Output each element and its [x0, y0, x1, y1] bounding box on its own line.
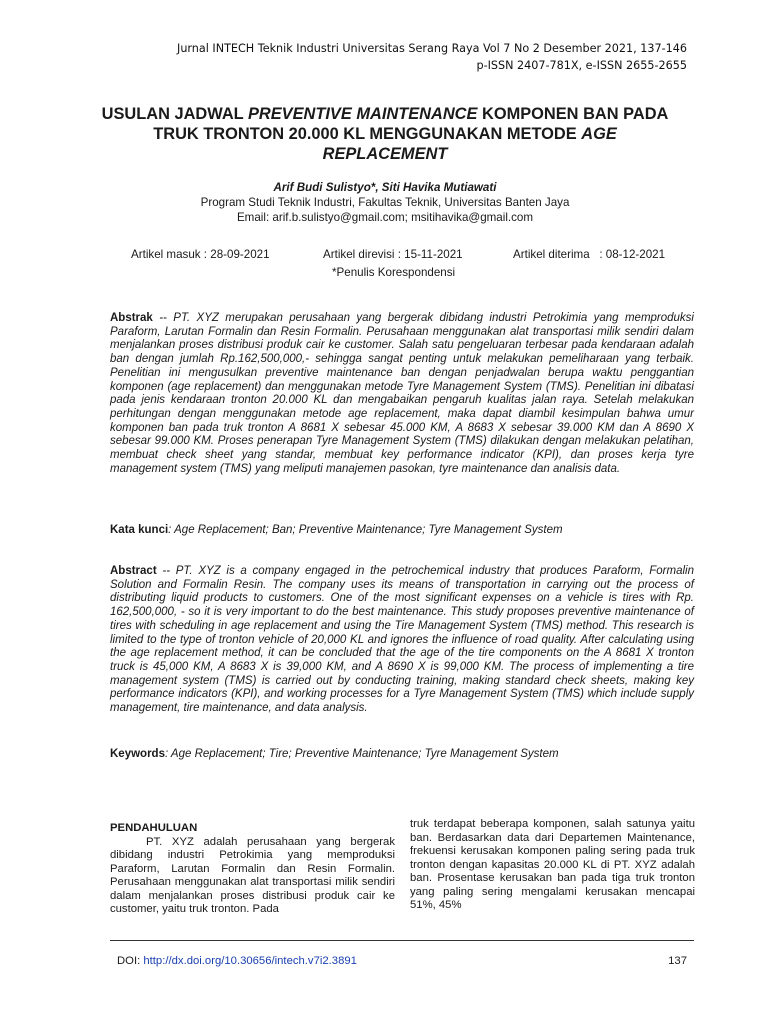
keywords-id-text: : Age Replacement; Ban; Preventive Maintenance; Tyre Management System: [168, 524, 563, 536]
keywords-id-label: Kata kunci: [110, 524, 169, 536]
date-accepted: Artikel diterima : 08-12-2021: [513, 248, 666, 261]
body-paragraph-left: PT. XYZ adalah perusahaan yang bergerak dibidang industri Petrokimia yang memproduksi Paraform, Larutan Formalin dan Resin Formalin. Perusahaan menggunakan alat transportasi milik sendiri dalam menjalankan proses distribusi produk cair ke customer, yaitu truk tronton. Pada: [110, 835, 395, 915]
title-part-4: AGE REPLACEMENT: [322, 125, 617, 163]
author-emails: Email: arif.b.sulistyo@gmail.com; msitihavika@gmail.com: [236, 211, 534, 224]
issn-line: p-ISSN 2407-781X, e-ISSN 2655-2655: [476, 59, 687, 72]
abstract-id-text: -- PT. XYZ merupakan perusahaan yang bergerak dibidang industri Petrokimia yang memproduksi Paraform, Larutan Formalin dan Resin Formalin. Perusahaan menggunakan alat transportasi milik sendiri dalam menjalankan proses distribusi produk cair ke customer. Salah satu pengeluaran terbesar pada kendaraan adalah ban dengan jumlah Rp.162,500,000,- sehingga sangat penting untuk melakukan pemeliharaan yang terbaik. Penelitian ini mengusulkan preventive maintenance ban dengan penjadwalan berupa waktu penggantian komponen (age replacement) dan menggunakan metode Tyre Management System (TMS). Penelitian ini dibatasi pada jenis kendaraan tronton 20.000 KL dan mengabaikan pengaruh kualitas jalan raya. Setelah melakukan perhitungan dengan menggunakan metode age replacement, maka dapat diambil kesimpulan bahwa umur komponen ban pada truk tronton A 8681 X sebesar 45.000 KM, A 8683 X sebesar 39.000 KM dan A 8690 X sebesar 99.000 KM. Proses penerapan Tyre Management System (TMS) dilakukan dengan melakukan pelatihan, membuat check sheet yang standar, membuat key performance indicator (KPI), dan proses kerja tyre management system (TMS) yang meliputi manajemen pasokan, tyre maintenance dan analisis data.: [110, 312, 694, 475]
page-footer: [117, 955, 687, 967]
body-column-right: [410, 818, 695, 913]
title-part-2: PREVENTIVE MAINTENANCE: [247, 105, 478, 123]
date-received: Artikel masuk : 28-09-2021: [131, 248, 270, 261]
abstract-id: [110, 312, 694, 476]
journal-citation: Jurnal INTECH Teknik Industri Universitas Serang Raya Vol 7 No 2 Desember 2021, 137-146: [177, 42, 687, 55]
body-column-left: [110, 822, 395, 917]
title-part-1: USULAN JADWAL: [101, 105, 248, 123]
corresponding-note: *Penulis Korespondensi: [332, 266, 456, 279]
footer-divider: [110, 940, 694, 941]
abstract-en-label: Abstract: [110, 565, 157, 577]
keywords-en: [110, 748, 694, 760]
section-heading: PENDAHULUAN: [110, 822, 198, 834]
page-number: 137: [668, 955, 687, 967]
author-block: [100, 180, 670, 225]
affiliation: Program Studi Teknik Industri, Fakultas Teknik, Universitas Banten Jaya: [200, 196, 570, 209]
keywords-en-text: : Age Replacement; Tire; Preventive Maintenance; Tyre Management System: [164, 748, 559, 760]
body-paragraph-right: truk terdapat beberapa komponen, salah satunya yaitu ban. Berdasarkan data dari Departemen Maintenance, frekuensi kerusakan komponen paling sering pada truk tronton dengan kapasitas 20.000 KL di PT. XYZ adalah ban. Prosentase kerusakan ban pada tiga truk tronton yang paling sering mengalami kerusakan mencapai 51%, 45%: [410, 818, 695, 911]
doi-link[interactable]: http://dx.doi.org/10.30656/intech.v7i2.3891: [143, 955, 357, 967]
abstract-en: [110, 565, 694, 716]
keywords-id: [110, 524, 694, 536]
date-revised: Artikel direvisi : 15-11-2021: [323, 248, 463, 261]
paper-title: [100, 104, 670, 164]
keywords-en-label: Keywords: [110, 748, 165, 760]
abstract-en-text: -- PT. XYZ is a company engaged in the petrochemical industry that produces Paraform, Formalin Solution and Formalin Resin. The company uses its means of transportation in carrying out the process of distributing liquid products to customers. One of the most significant expenses on a vehicle is tires with Rp. 162,500,000, - so it is very important to do the best maintenance. This study proposes preventive maintenance of tires with scheduling in age replacement and using the Tire Management System (TMS) method. This research is limited to the type of tronton vehicle of 20,000 KL and ignores the influence of road quality. After calculating using the age replacement method, it can be concluded that the age of the tire components on the A 8681 X tronton truck is 45,000 KM, A 8683 X is 39,000 KM, and A 8690 X is 99,000 KM. The process of implementing a tire management system (TMS) is carried out by conducting training, making standard check sheets, making key performance indicators (KPI), and working processes for a Tyre Management System (TMS) which include supply management, tire maintenance, and data analysis.: [110, 565, 694, 715]
abstract-id-label: Abstrak: [110, 312, 153, 324]
author-names: Arif Budi Sulistyo*, Siti Havika Mutiawati: [273, 181, 497, 194]
doi-label: DOI:: [117, 955, 144, 967]
title-part-3: KOMPONEN BAN PADA TRUK TRONTON 20.000 KL MENGGUNAKAN METODE: [153, 105, 669, 143]
